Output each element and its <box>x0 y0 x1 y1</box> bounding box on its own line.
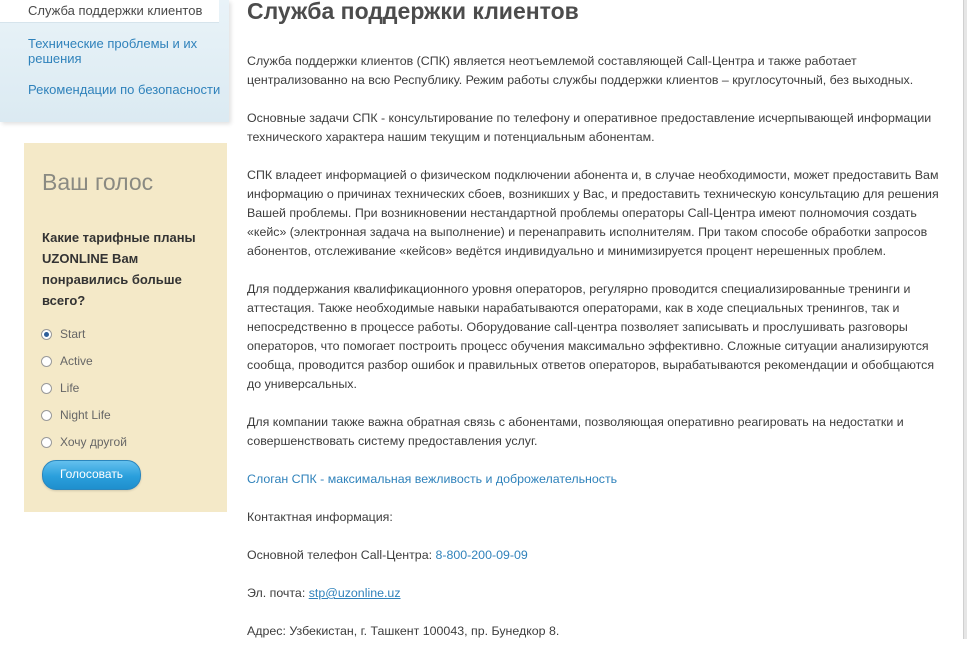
poll-option-night-life[interactable] <box>41 407 111 423</box>
main-content <box>247 52 947 660</box>
phone-label: Основной телефон Call-Центра: <box>247 548 436 562</box>
poll-option-label: Active <box>60 354 93 368</box>
contact-info <box>247 508 947 641</box>
radio-checked-icon[interactable] <box>41 329 52 340</box>
phone-link[interactable]: 8-800-200-09-09 <box>435 548 528 562</box>
email-label: Эл. почта: <box>247 586 309 600</box>
contact-phone-line <box>247 546 947 565</box>
poll-option-other[interactable] <box>41 434 127 450</box>
paragraph: Для поддержания квалификационного уровня операторов, регулярно проводится специализированные тренинги и аттестация. Также необходимые навыки нарабатываются операторами, как в ходе специальных тренингов, так и непосредственно в процессе работы. Оборудование call-центра позволяет записывать и прослушивать разговоры операторов, что помогает построить процесс обучения максимально эффективно. Сложные ситуации анализируются сообща, проводится разбор ошибок и правильных ответов операторов, вырабатываются рекомендации и обобщаются до универсальных. <box>247 282 935 391</box>
page-title: Служба поддержки клиентов <box>247 0 579 24</box>
sidebar-item-security[interactable]: Рекомендации по безопасности <box>28 82 221 97</box>
email-link[interactable]: stp@uzonline.uz <box>308 586 401 600</box>
poll-widget <box>24 143 227 512</box>
sidebar-item-technical-problems[interactable]: Технические проблемы и их решения <box>28 36 198 66</box>
paragraph: Основные задачи СПК - консультирование по телефону и оперативное предоставление исчерпывающей информации технического характера нашим текущим и потенциальным абонентам. <box>247 111 932 144</box>
radio-icon[interactable] <box>41 437 52 448</box>
poll-question: Какие тарифные планы UZONLINE Вам понравились больше всего? <box>42 230 196 308</box>
sidebar-menu <box>0 0 229 122</box>
radio-icon[interactable] <box>41 383 52 394</box>
poll-title: Ваш голос <box>42 169 154 195</box>
poll-option-start[interactable] <box>41 326 85 342</box>
scrollbar[interactable] <box>963 0 967 639</box>
poll-option-label: Хочу другой <box>60 435 127 449</box>
poll-option-label: Start <box>60 327 86 341</box>
contact-address: Адрес: Узбекистан, г. Ташкент 100043, пр. Бунедкор 8. <box>247 624 560 638</box>
vote-button[interactable]: Голосовать <box>42 460 141 490</box>
poll-option-label: Life <box>60 381 80 395</box>
contact-email-line <box>247 584 947 603</box>
poll-option-active[interactable] <box>41 353 93 369</box>
radio-icon[interactable] <box>41 356 52 367</box>
radio-icon[interactable] <box>41 410 52 421</box>
paragraph: Служба поддержки клиентов (СПК) является неотъемлемой составляющей Call-Центра и также работает централизованно на всю Республику. Режим работы службы поддержки клиентов – круглосуточный, без выходных. <box>247 54 914 87</box>
sidebar-item-support[interactable]: Служба поддержки клиентов <box>0 0 219 23</box>
poll-option-label: Night Life <box>60 408 111 422</box>
contact-heading: Контактная информация: <box>247 510 393 524</box>
slogan-text: Слоган СПК - максимальная вежливость и доброжелательность <box>247 472 618 486</box>
paragraph: Для компании также важна обратная связь с абонентами, позволяющая оперативно реагировать на недостатки и совершенствовать систему предоставления услуг. <box>247 415 904 448</box>
paragraph: СПК владеет информацией о физическом подключении абонента и, в случае необходимости, может предоставить Вам информацию о причинах технических сбоев, возникших у Вас, и предоставить техническую консультацию для решения Вашей проблемы. При возникновении нестандартной проблемы операторы Call-Центра имеют полномочия создать «кейс» (электронная задача на выполнение) и перенаправить исполнителям. При таком способе обработки запросов абонентов, отслеживание «кейсов» ведётся индивидуально и минимизируется процент нерешенных проблем. <box>247 168 939 258</box>
poll-option-life[interactable] <box>41 380 79 396</box>
